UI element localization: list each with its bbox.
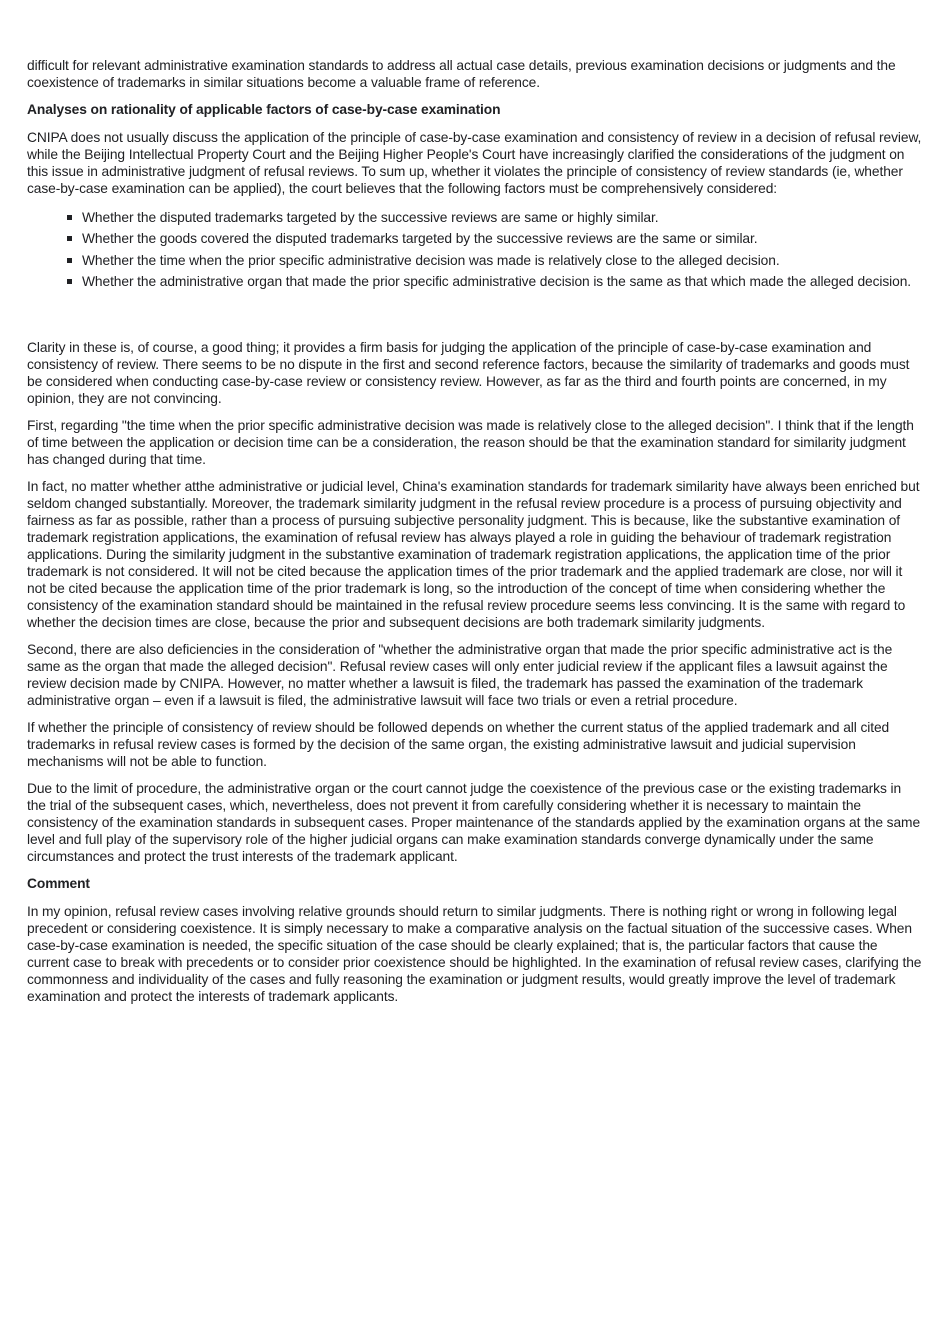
factors-list xyxy=(27,207,923,293)
bullet-square-icon xyxy=(67,258,72,263)
paragraph: Due to the limit of procedure, the administrative organ or the court cannot judge the coexistence of the previous case or the existing trademarks in the trial of the subsequent cases, which, nevertheless, does not prevent it from carefully considering whether it is necessary to maintain the consistency of the examination standards in subsequent cases. Proper maintenance of the standards applied by the examination organs at the same level and full play of the supervisory role of the higher judicial organs can make examination standards converge dynamically under the same circumstances and protect the trust interests of the trademark applicant. xyxy=(27,780,921,864)
list-item xyxy=(82,207,923,228)
paragraph: In my opinion, refusal review cases involving relative grounds should return to similar judgments. There is nothing right or wrong in following legal precedent or considering coexistence. It is simply necessary to make a comparative analysis on the factual situation of the successive cases. When case-by-case examination is needed, the specific situation of the case should be clearly explained; that is, the particular factors that cause the current case to break with precedents or to consider prior coexistence should be highlighted. In the examination of refusal review cases, clarifying the commonness and individuality of the cases and fully reasoning the examination or judgment results, would greatly improve the level of trademark examination and protect the interests of trademark applicants. xyxy=(27,903,922,1004)
list-item-text: Whether the administrative organ that made the prior specific administrative decision is the same as that which made the alleged decision. xyxy=(82,274,912,290)
list-item xyxy=(82,228,923,249)
paragraph: In fact, no matter whether atthe administrative or judicial level, China's examination standards for trademark similarity have always been enriched but seldom changed substantially. Moreover, the trademark similarity judgment in the refusal review procedure is a process of pursuing objectivity and fairness as far as possible, rather than a process of pursuing subjective personality judgment. This is because, like the substantive examination of trademark registration applications, the examination of refusal review has always played a role in guiding the behaviour of trademark registration applications. During the similarity judgment in the substantive examination of trademark registration applications, the application time of the prior trademark is not considered. It will not be cited because the application times of the prior trademark and the applied trademark are close, nor will it not be cited because the application time of the prior trademark is long, so the introduction of the concept of time when considering whether the consistency of the examination standard should be maintained in the refusal review procedure seems less convincing. It is the same with regard to whether the decision times are close, because the prior and subsequent decisions are both trademark similarity judgments. xyxy=(27,478,920,630)
section-heading-analyses: Analyses on rationality of applicable factors of case-by-case examination xyxy=(27,102,501,117)
paragraph: Second, there are also deficiencies in the consideration of "whether the administrative organ that made the prior specific administrative act is the same as the organ that made the alleged decision". Refusal review cases will only enter judicial review if the applicant files a lawsuit against the review decision made by CNIPA. However, no matter whether a lawsuit is filed, the trademark has passed the examination of the trademark administrative organ – even if a lawsuit is filed, the administrative lawsuit will face two trials or even a retrial procedure. xyxy=(27,641,893,708)
list-item xyxy=(82,250,923,271)
section-heading-comment: Comment xyxy=(27,875,90,891)
bullet-square-icon xyxy=(67,279,72,284)
intro-paragraph: difficult for relevant administrative examination standards to address all actual case details, previous examination decisions or judgments and the coexistence of trademarks in similar situations become a valuable frame of reference. xyxy=(27,58,896,90)
list-item-text: Whether the time when the prior specific administrative decision was made is relatively close to the alleged decision. xyxy=(82,252,780,268)
bullet-square-icon xyxy=(67,215,72,220)
paragraph: Clarity in these is, of course, a good thing; it provides a firm basis for judging the application of the principle of case-by-case examination and consistency of review. There seems to be no dispute in the first and second reference factors, because the similarity of trademarks and goods must be considered when conducting case-by-case review or consistency review. However, as far as the third and fourth points are concerned, in my opinion, they are not convincing. xyxy=(27,339,910,406)
list-item xyxy=(82,271,923,292)
paragraph: CNIPA does not usually discuss the application of the principle of case-by-case examination and consistency of review in a decision of refusal review, while the Beijing Intellectual Property Court and the Beijing Higher People's Court have increasingly clarified the considerations of the judgment on this issue in administrative judgment of refusal reviews. To sum up, whether it violates the principle of consistency of review standards (ie, whether case-by-case examination can be applied), the court believes that the following factors must be comprehensively considered: xyxy=(27,130,922,196)
list-item-text: Whether the goods covered the disputed trademarks targeted by the successive reviews are the same or similar. xyxy=(82,231,758,247)
paragraph: If whether the principle of consistency of review should be followed depends on whether the current status of the applied trademark and all cited trademarks in refusal review cases is formed by the decision of the same organ, the existing administrative lawsuit and judicial supervision mechanisms will not be able to function. xyxy=(27,719,890,769)
list-item-text: Whether the disputed trademarks targeted by the successive reviews are same or highly similar. xyxy=(82,210,659,225)
bullet-square-icon xyxy=(67,236,72,241)
paragraph: First, regarding "the time when the prior specific administrative decision was made is relatively close to the alleged decision". I think that if the length of time between the application or decision time can be a consideration, the reason should be that the examination standard for similarity judgment has changed during that time. xyxy=(27,417,914,467)
